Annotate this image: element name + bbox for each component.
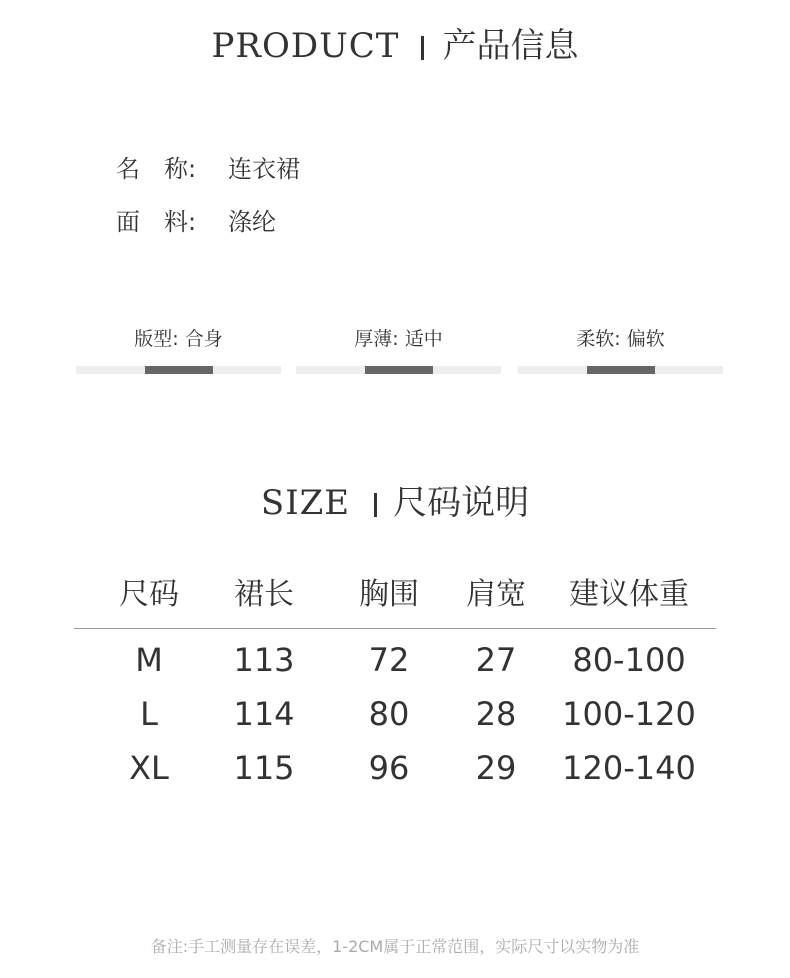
table-cell: XL (129, 749, 169, 787)
attribute-text (296, 326, 501, 352)
attribute-scale-indicator (365, 366, 433, 374)
info-label: 面 料: (116, 208, 197, 236)
product-section-title (0, 24, 790, 68)
size-title-cn: 尺码说明 (393, 483, 530, 523)
table-header-cell: 建议体重 (569, 577, 689, 612)
product-title-en: PRODUCT (211, 26, 400, 66)
table-cell: 80 (368, 695, 410, 733)
attribute-scale-notch (176, 363, 182, 366)
table-cell: 80-100 (572, 641, 686, 679)
attribute-scale-notch (396, 363, 402, 366)
table-header-cell: 尺码 (119, 577, 179, 612)
table-cell: 100-120 (562, 695, 696, 733)
attribute-value: 偏软 (626, 328, 665, 350)
attribute-scale-track (296, 366, 501, 374)
attribute-label: 厚薄: (354, 328, 399, 350)
attribute-scale-track (76, 366, 281, 374)
attribute-scale-indicator (145, 366, 213, 374)
table-header-cell: 胸围 (359, 577, 419, 612)
product-title-cn: 产品信息 (442, 26, 579, 66)
title-separator (421, 36, 424, 60)
table-row (74, 638, 716, 682)
table-header-cell: 裙长 (234, 577, 294, 612)
attribute-scale-indicator (587, 366, 655, 374)
attribute-text (76, 326, 281, 352)
info-row-fabric (116, 207, 276, 237)
attribute-label: 柔软: (576, 328, 621, 350)
attribute-label: 版型: (134, 328, 179, 350)
table-divider (74, 628, 716, 629)
info-label: 名 称: (116, 155, 197, 183)
table-cell: M (135, 641, 163, 679)
info-value: 连衣裙 (228, 155, 300, 183)
size-title-en: SIZE (260, 483, 351, 523)
table-cell: 113 (233, 641, 295, 679)
size-section-title (0, 481, 790, 525)
table-row (74, 746, 716, 790)
attribute-text (518, 326, 723, 352)
table-cell: 114 (233, 695, 295, 733)
table-cell: 72 (368, 641, 410, 679)
table-cell: 96 (368, 749, 410, 787)
table-header-cell: 肩宽 (466, 577, 526, 612)
attribute-value: 适中 (404, 328, 443, 350)
table-cell: 115 (233, 749, 295, 787)
table-cell: 27 (475, 641, 517, 679)
attribute-scale-track (518, 366, 723, 374)
table-row (74, 692, 716, 736)
footnote: 备注:手工测量存在误差，1-2CM属于正常范围，实际尺寸以实物为准 (150, 937, 640, 956)
attribute-value: 合身 (184, 328, 223, 350)
title-separator (374, 493, 377, 517)
table-cell: L (140, 695, 158, 733)
table-cell: 29 (475, 749, 517, 787)
info-value: 涤纶 (228, 208, 276, 236)
attribute-scale-notch (618, 363, 624, 366)
info-row-name (116, 154, 300, 184)
table-cell: 28 (475, 695, 517, 733)
table-cell: 120-140 (562, 749, 696, 787)
